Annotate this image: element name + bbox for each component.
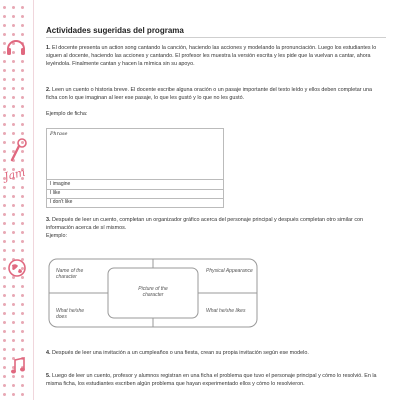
microphone-icon: [9, 138, 29, 164]
decorative-dot: [3, 87, 6, 90]
decorative-dot: [3, 24, 6, 27]
decorative-dot: [21, 348, 24, 351]
decorative-dot: [3, 6, 6, 9]
activity-text: Después de leer un cuento, completan un organizador gráfico acerca del personaje principal y después completan otro similar con información acerca de sí mismos.: [46, 217, 364, 231]
decorative-dot: [12, 249, 15, 252]
decorative-dot: [21, 114, 24, 117]
decorative-dot: [12, 339, 15, 342]
activity-number: 1.: [46, 45, 51, 51]
decorative-dot: [12, 330, 15, 333]
decorative-dot: [21, 24, 24, 27]
organizer-appearance: Physical Appearance: [206, 268, 253, 274]
worksheet-row-like: I like: [50, 190, 61, 196]
decorative-dot: [21, 393, 24, 396]
decorative-dot: [21, 312, 24, 315]
decorative-dot: [3, 186, 6, 189]
music-note-icon: [8, 356, 28, 376]
activity-text: El docente presenta un action song cantando la canción, haciendo las acciones y modelando la pronunciación. Luego los estudiantes lo siguen al docente, haciendo las acciones y cantando. El profesor les muestra la versión escrita y les pide que la vuelvan a cantar, ahora leyéndola. Finalmente cantan y hacen la mímica sin su apoyo.: [46, 45, 377, 67]
decorative-dot: [12, 15, 15, 18]
decorative-dot: [3, 366, 6, 369]
decorative-dot: [3, 357, 6, 360]
decorative-dot: [3, 60, 6, 63]
activity-2: [46, 86, 384, 102]
decorative-dot: [3, 384, 6, 387]
decorative-dot: [3, 114, 6, 117]
decorative-dot: [12, 96, 15, 99]
decorative-dot: [12, 24, 15, 27]
activity-text: Leen un cuento o historia breve. El docente escribe alguna oración o un pasaje importante del texto leído y ellos deben completar una ficha con lo que imaginan al leer ese pasaje, lo que les gustó y lo que no les gustó.: [46, 87, 373, 101]
decorative-dot: [3, 159, 6, 162]
decorative-dot: [3, 249, 6, 252]
decorative-dot: [3, 375, 6, 378]
decorative-dot: [3, 348, 6, 351]
decorative-dot: [21, 186, 24, 189]
activity-3: [46, 216, 384, 232]
decorative-dot: [21, 222, 24, 225]
character-organizer: [48, 258, 258, 328]
decorative-dot: [21, 384, 24, 387]
decorative-dot: [21, 60, 24, 63]
decorative-dot: [12, 204, 15, 207]
decorative-dot: [3, 294, 6, 297]
decorative-dot: [21, 240, 24, 243]
decorative-dot: [12, 60, 15, 63]
decorative-dot: [3, 96, 6, 99]
decorative-dot: [3, 330, 6, 333]
sidebar-divider: [33, 0, 34, 400]
activity-4: [46, 349, 384, 357]
decorative-dot: [21, 321, 24, 324]
decorative-dot: [12, 186, 15, 189]
decorative-dot: [3, 15, 6, 18]
decorative-dot: [12, 321, 15, 324]
decorative-dot: [3, 222, 6, 225]
organizer-does: What he/she does: [56, 308, 85, 320]
decorative-dot: [21, 132, 24, 135]
decorative-dot: [3, 303, 6, 306]
worksheet-phrase-label: Phrase: [50, 131, 68, 137]
decorative-dot: [21, 15, 24, 18]
decorative-dot: [12, 285, 15, 288]
decorative-dot: [3, 312, 6, 315]
decorative-dot: [21, 123, 24, 126]
decorative-dot: [12, 312, 15, 315]
activity-number: 4.: [46, 350, 51, 356]
activity-text: Después de leer una invitación a un cumpleaños o una fiesta, crean su propia invitación según ese modelo.: [52, 350, 309, 356]
activity-1: [46, 44, 384, 68]
headphones-icon: [5, 36, 27, 58]
organizer-picture: Picture of the character: [138, 286, 168, 298]
decorative-dot: [12, 87, 15, 90]
decorative-dot: [3, 285, 6, 288]
decorative-dot: [21, 105, 24, 108]
decorative-dot: [21, 249, 24, 252]
decorative-dot: [12, 303, 15, 306]
example-label: Ejemplo de ficha:: [46, 111, 88, 117]
decorative-dot: [3, 213, 6, 216]
decorative-dot: [3, 393, 6, 396]
organizer-likes: What he/she likes: [206, 308, 246, 314]
decorative-dot: [12, 294, 15, 297]
decorative-dot: [21, 294, 24, 297]
sidebar-jam-text: Jam: [2, 165, 27, 184]
title-divider: [46, 37, 386, 38]
decorative-dot: [3, 105, 6, 108]
activity-number: 3.: [46, 217, 51, 223]
decorative-dot: [3, 123, 6, 126]
decorative-dot: [21, 303, 24, 306]
decorative-dot: [21, 87, 24, 90]
decorative-dot: [3, 69, 6, 72]
decorative-dot: [21, 204, 24, 207]
decorative-dot: [12, 393, 15, 396]
decorative-dot: [21, 69, 24, 72]
activity-text: Luego de leer un cuento, profesor y alumnos registran en una ficha el problema que tuvo el personaje principal y cómo lo resolvió. En la misma ficha, los estudiantes escriben algún problema que hayan experimentado ellos y cómo lo resolvieron.: [46, 373, 377, 387]
worksheet-row-divider: [47, 179, 223, 180]
decorative-dot: [3, 339, 6, 342]
decorative-dot: [3, 150, 6, 153]
decorative-dot: [3, 240, 6, 243]
decorative-dot: [21, 6, 24, 9]
decorative-dot: [3, 141, 6, 144]
activity-number: 2.: [46, 87, 51, 93]
decorative-dot: [21, 330, 24, 333]
worksheet-row-divider: [47, 189, 223, 190]
decorative-dot: [3, 267, 6, 270]
worksheet-row-imagine: I imagine: [50, 181, 71, 187]
decorative-dot: [3, 204, 6, 207]
globe-icon: [7, 258, 27, 278]
decorative-dot: [3, 78, 6, 81]
decorative-dot: [21, 339, 24, 342]
example-worksheet: [46, 128, 224, 208]
example-label-2: Ejemplo:: [46, 233, 67, 239]
decorative-dot: [12, 240, 15, 243]
decorative-dot: [12, 195, 15, 198]
organizer-name: Name of the character: [56, 268, 84, 280]
decorative-dot: [3, 231, 6, 234]
decorative-dot: [12, 348, 15, 351]
decorative-dot: [12, 222, 15, 225]
decorative-dot: [12, 78, 15, 81]
decorative-dot: [3, 132, 6, 135]
decorative-dot: [21, 231, 24, 234]
worksheet-row-divider: [47, 198, 223, 199]
decorative-dot: [12, 132, 15, 135]
decorative-dot: [21, 285, 24, 288]
decorative-dot: [12, 123, 15, 126]
decorative-dot: [12, 69, 15, 72]
decorative-dot: [3, 195, 6, 198]
worksheet-row-dislike: I don't like: [50, 199, 73, 205]
decorative-dot: [21, 213, 24, 216]
decorative-dot: [12, 231, 15, 234]
decorative-dot: [12, 105, 15, 108]
decorative-dot: [12, 6, 15, 9]
decorative-dot: [3, 258, 6, 261]
section-title: Actividades sugeridas del programa: [46, 26, 184, 35]
activity-5: [46, 372, 384, 388]
decorative-dot: [21, 195, 24, 198]
decorative-dot: [12, 213, 15, 216]
decorative-dot: [3, 276, 6, 279]
decorative-dot: [12, 114, 15, 117]
decorative-dot: [3, 321, 6, 324]
decorative-dot: [21, 96, 24, 99]
decorative-dot: [21, 78, 24, 81]
decorative-dot: [12, 384, 15, 387]
activity-number: 5.: [46, 373, 51, 379]
